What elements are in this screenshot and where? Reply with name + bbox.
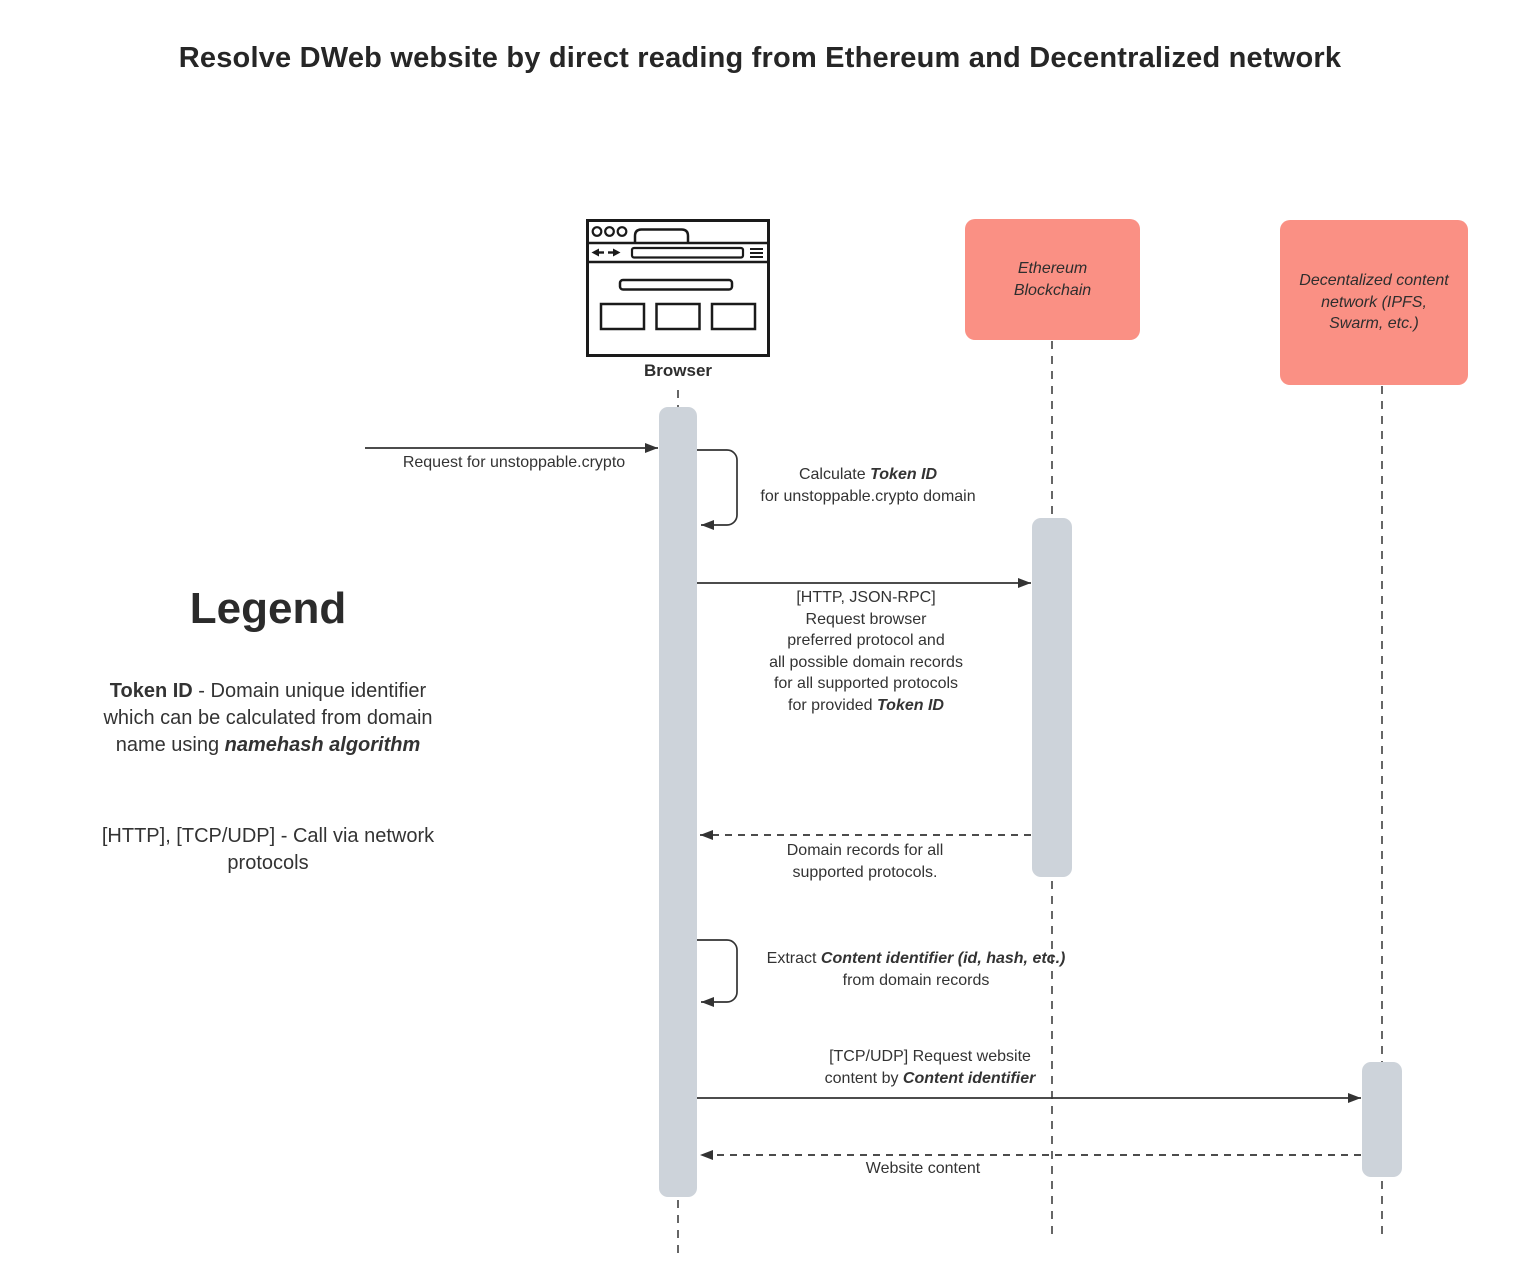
actor-label-line: network (IPFS,: [1321, 293, 1427, 311]
actor-label-line: Blockchain: [1013, 281, 1092, 299]
message-calculate-token-id: Calculate Token ID for unstoppable.crypto domain: [760, 466, 976, 505]
message-domain-records-return: Domain records for all supported protocols.: [786, 842, 944, 881]
term-content-identifier: Content identifier (id, hash, etc.): [820, 950, 1066, 967]
actor-label-line: Ethereum: [1017, 260, 1088, 277]
message-website-content-return: Website content: [865, 1160, 981, 1177]
browser-frame: [588, 221, 769, 356]
actor-label-line: Swarm, etc.): [1329, 315, 1419, 333]
message-request-domain: Request for unstoppable.crypto: [402, 454, 626, 471]
term-namehash-algorithm: namehash algorithm: [224, 734, 421, 756]
message-extract-content-identifier: Extract Content identifier (id, hash, etc.) from domain records: [766, 950, 1066, 989]
actor-label-browser: Browser: [643, 361, 713, 380]
legend-heading: Legend: [189, 584, 347, 633]
message-request-website-content: [TCP/UDP] Request website content by Content identifier: [824, 1048, 1036, 1087]
legend-token-id-definition: Token ID - Domain unique identifier which can be calculated from domain name using namehash algorithm: [103, 680, 433, 756]
actor-label-line: Decentalized content: [1299, 272, 1449, 290]
message-rpc-request: [HTTP, JSON-RPC] Request browser preferred protocol and all possible domain records for all supported protocols for provided Token ID: [769, 589, 963, 714]
term-token-id: Token ID: [870, 466, 938, 483]
diagram-title: Resolve DWeb website by direct reading from Ethereum and Decentralized network: [178, 42, 1342, 74]
arrow-self-extract-cid: [697, 940, 737, 1002]
browser-window-icon: [586, 219, 770, 357]
activation-bar-network: [1362, 1062, 1402, 1177]
actor-ethereum-blockchain: [965, 219, 1140, 340]
actor-decentralized-network: [1280, 220, 1468, 385]
term-token-id: Token ID: [876, 696, 944, 714]
legend-protocols-definition: [HTTP], [TCP/UDP] - Call via network protocols: [101, 825, 435, 874]
term-token-id: Token ID: [109, 680, 193, 702]
term-content-identifier: Content identifier: [902, 1069, 1036, 1087]
activation-bar-ethereum: [1032, 518, 1072, 877]
activation-bar-browser: [659, 407, 697, 1197]
